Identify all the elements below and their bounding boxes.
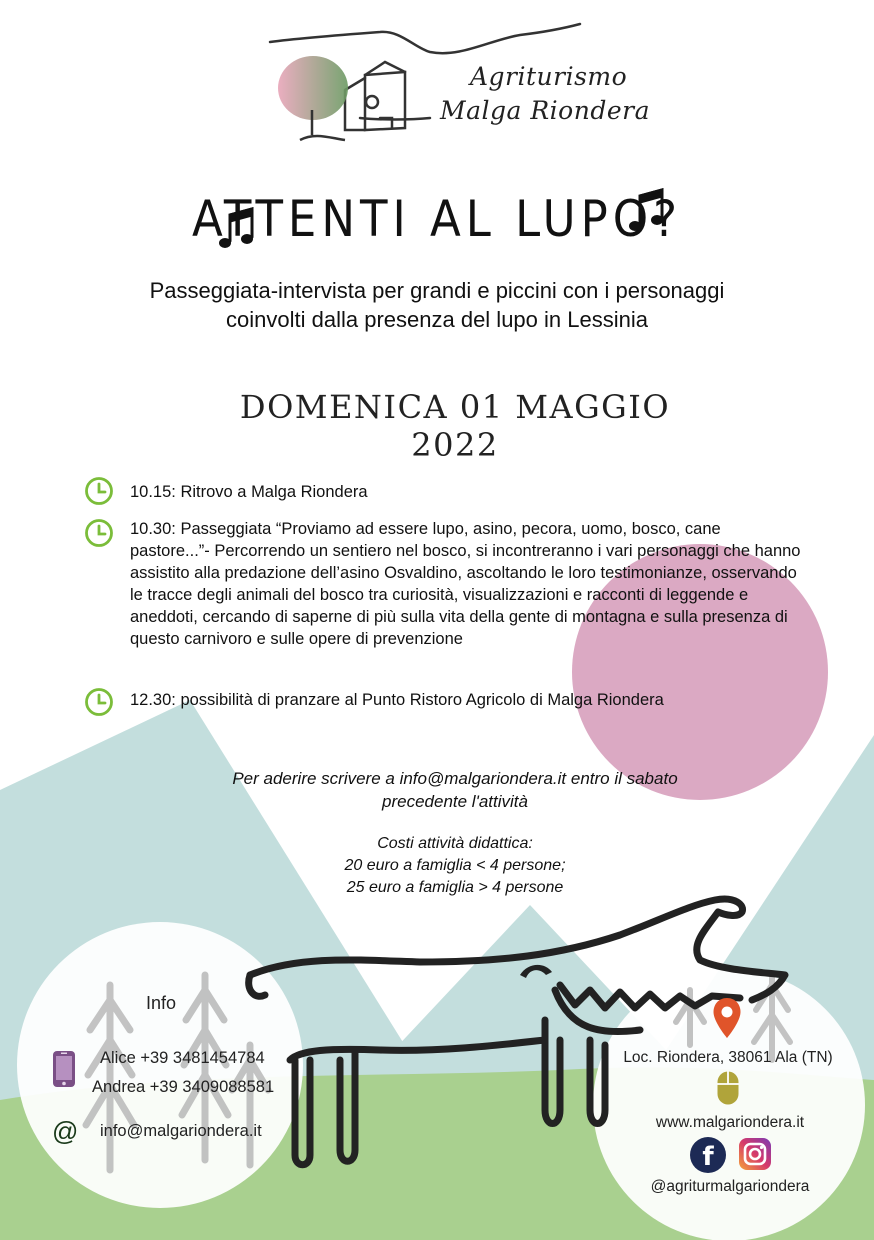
costs-block bbox=[230, 833, 680, 899]
mouse-icon bbox=[716, 1070, 740, 1106]
registration-note bbox=[150, 767, 760, 813]
schedule-item bbox=[84, 476, 804, 506]
costs-line1: 20 euro a famiglia < 4 persone; bbox=[344, 857, 566, 874]
address-text: Loc. Riondera, 38061 Ala (TN) bbox=[623, 1049, 833, 1066]
website-link[interactable]: www.malgariondera.it bbox=[655, 1114, 805, 1131]
event-subtitle bbox=[60, 276, 814, 334]
instagram-icon[interactable] bbox=[738, 1137, 772, 1171]
costs-line2: 25 euro a famiglia > 4 persone bbox=[346, 879, 564, 896]
location-pin-icon bbox=[712, 997, 742, 1039]
note-line2: precedente l'attività bbox=[382, 792, 528, 811]
facebook-icon[interactable]: f bbox=[690, 1137, 726, 1173]
phone-contact-alice[interactable]: Alice +39 3481454784 bbox=[100, 1049, 265, 1067]
schedule-text: 10.15: Ritrovo a Malga Riondera bbox=[130, 483, 368, 501]
logo-line1: Agriturismo bbox=[470, 62, 628, 91]
subtitle-line1: Passeggiata-intervista per grandi e piccini con i personaggi bbox=[149, 278, 725, 303]
info-label: Info bbox=[146, 993, 177, 1013]
schedule-text: 10.30: Passeggiata “Proviamo ad essere lupo, asino, pecora, uomo, bosco, cane pastore...”- Percorrendo un sentiero nel bosco, si incontreranno i vari personaggi che hanno assistito alla predazione dell’asino Osvaldino, ascoltando le loro testimonianze, osservando le tracce degli animali del bosco tra curiosità, visualizzazioni e racconti di leggende e aneddoti, cercando di saperne di più sulla vita della gente di montagna e sulla presenza di questo carnivoro e sulle opere di prevenzione bbox=[130, 520, 801, 648]
clock-icon bbox=[84, 476, 114, 506]
event-title: ATTENTI AL LUPO? bbox=[192, 190, 682, 248]
at-icon: @ bbox=[52, 1116, 79, 1146]
schedule-item bbox=[84, 687, 804, 717]
schedule-text: 12.30: possibilità di pranzare al Punto Ristoro Agricolo di Malga Riondera bbox=[130, 691, 664, 709]
schedule-item bbox=[84, 518, 804, 678]
subtitle-line2: coinvolti dalla presenza del lupo in Lessinia bbox=[226, 307, 648, 332]
email-contact[interactable]: info@malgariondera.it bbox=[100, 1122, 262, 1140]
phone-icon bbox=[52, 1050, 76, 1088]
clock-icon bbox=[84, 518, 114, 548]
note-line1: Per aderire scrivere a info@malgariondera.it entro il sabato bbox=[232, 769, 678, 788]
costs-heading: Costi attività didattica: bbox=[377, 835, 533, 852]
event-date: DOMENICA 01 MAGGIO 2022 bbox=[239, 388, 671, 464]
clock-icon bbox=[84, 687, 114, 717]
social-handle[interactable]: @agriturmalgariondera bbox=[650, 1178, 810, 1195]
phone-contact-andrea[interactable]: Andrea +39 3409088581 bbox=[92, 1078, 275, 1096]
logo-line2: Malga Riondera bbox=[440, 96, 650, 125]
